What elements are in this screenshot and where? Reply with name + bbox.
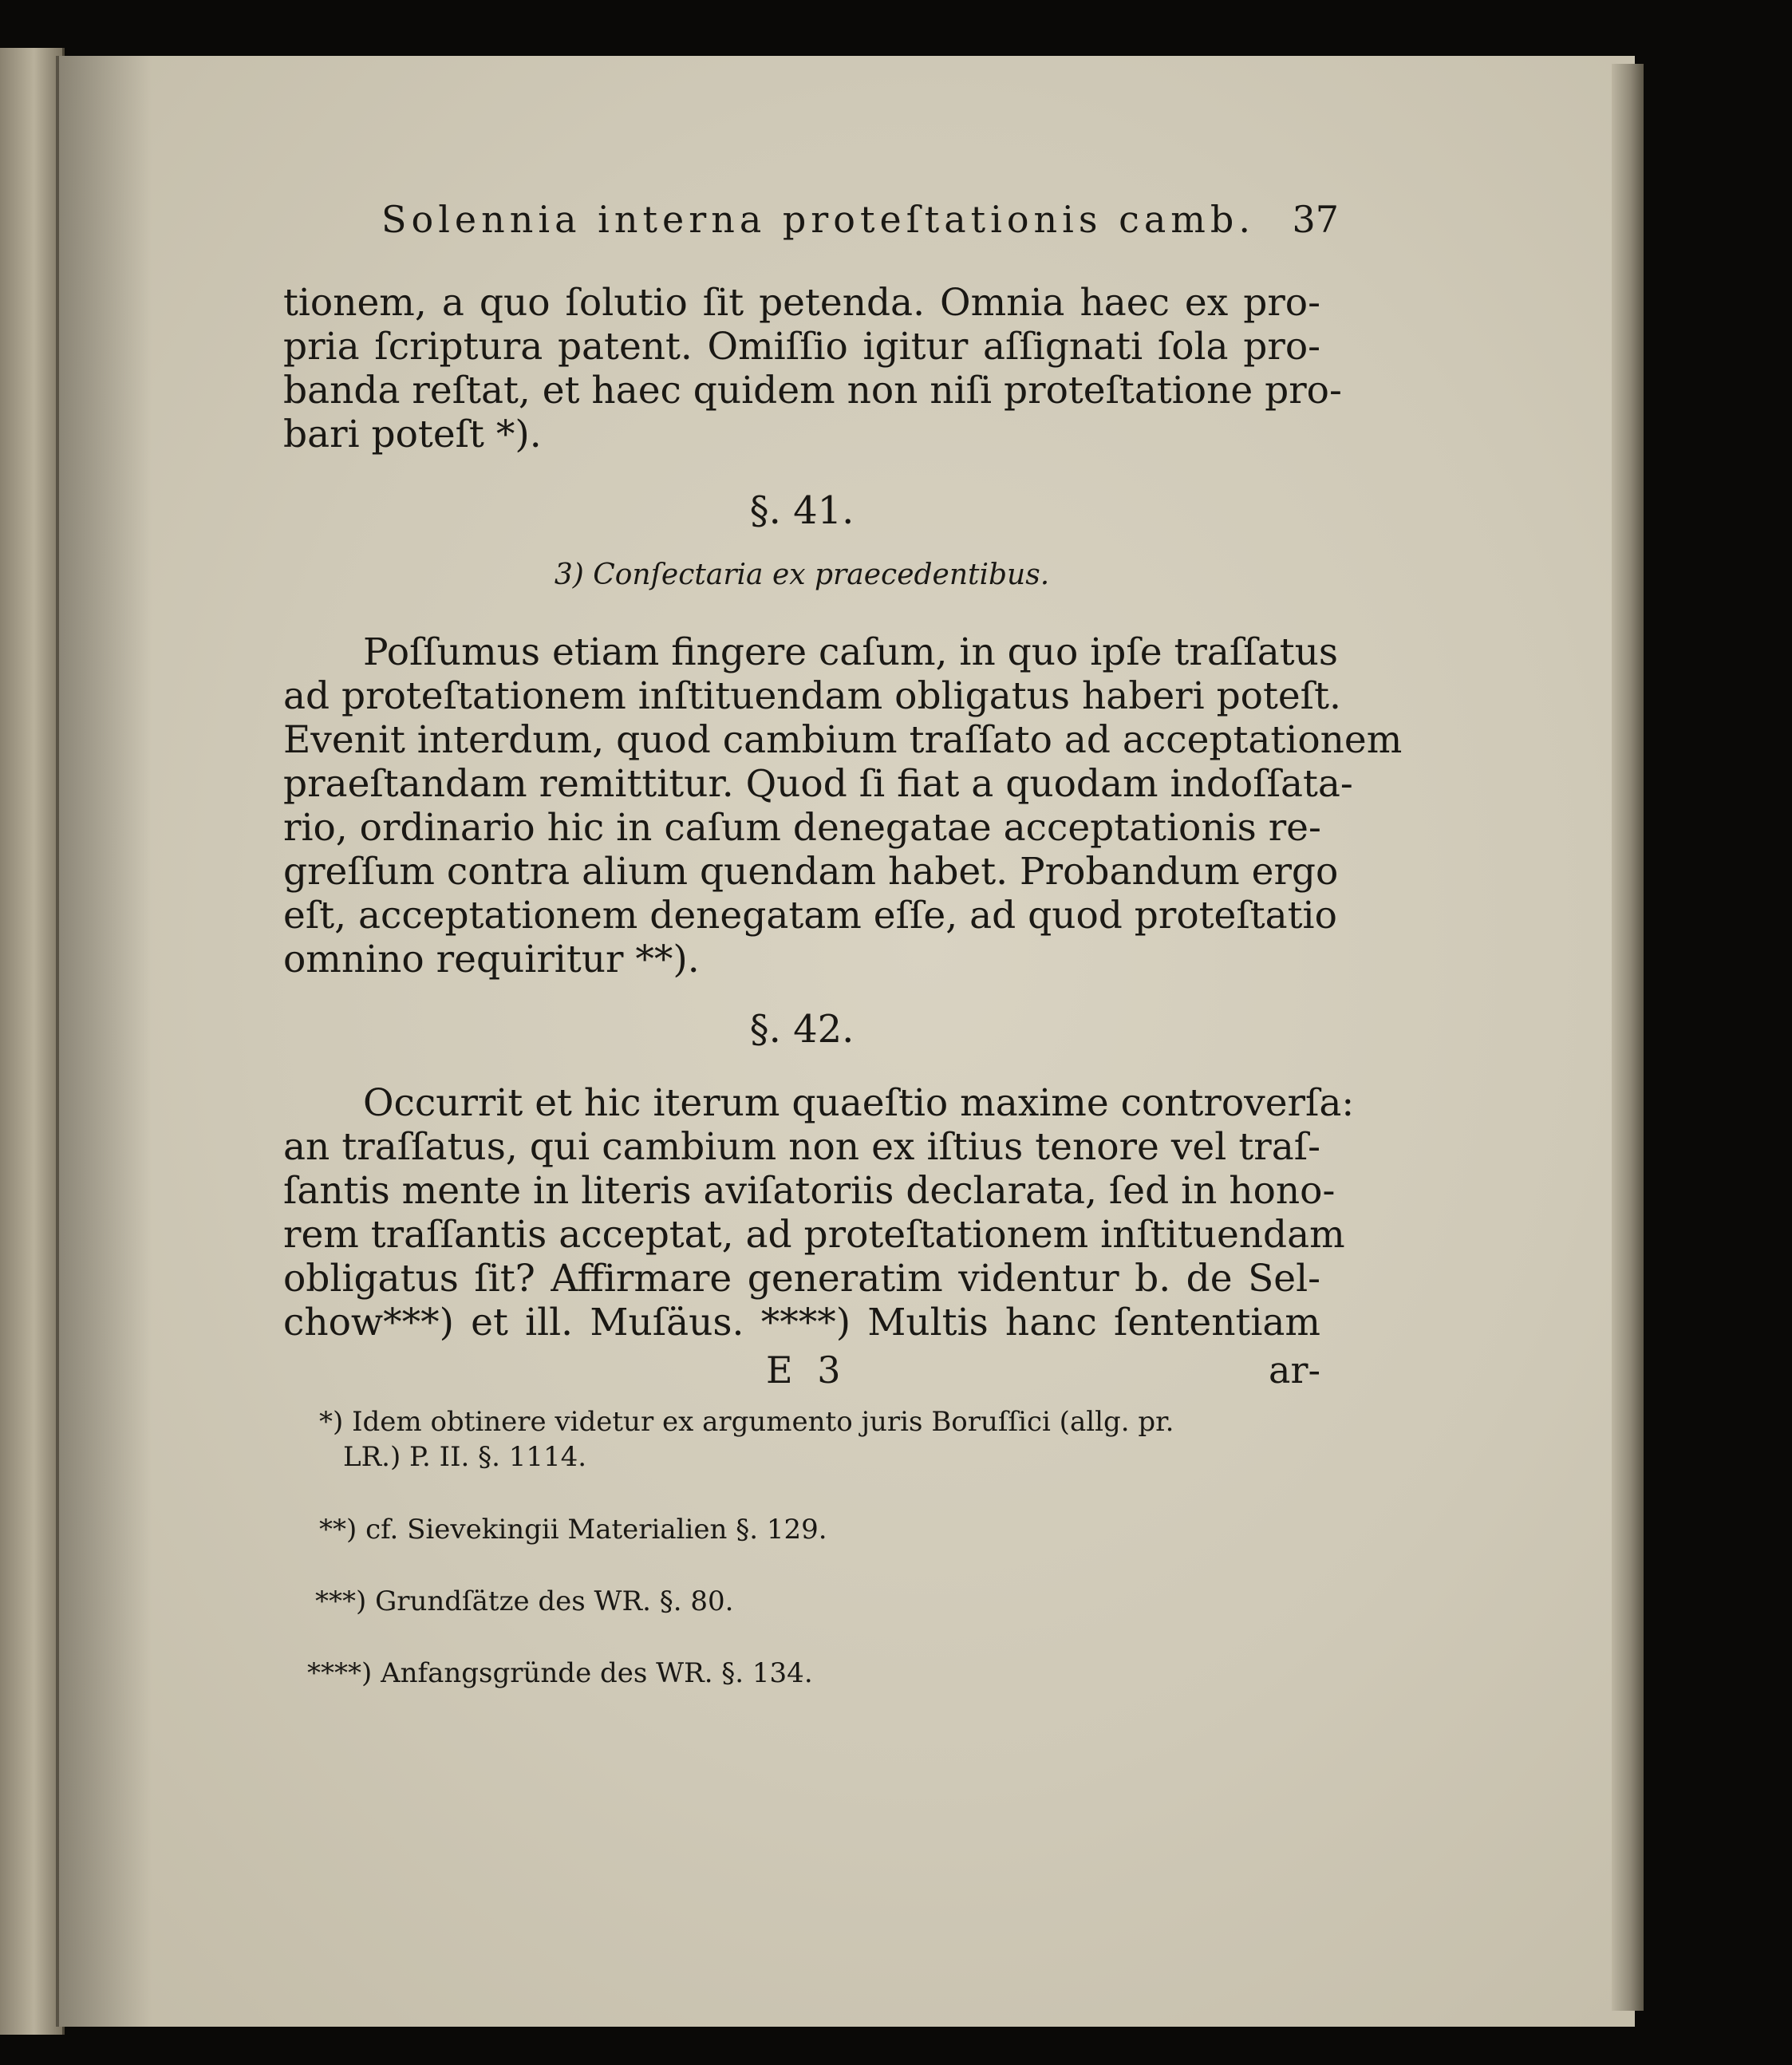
text-line: rem traſſantis acceptat, ad proteſtationem inſtituendam	[283, 1213, 1345, 1257]
footnote-mark: *)	[319, 1406, 344, 1438]
footnote-text: Grundſätze des WR. §. 80.	[375, 1585, 734, 1617]
running-title: Solennia interna proteſtationis camb.	[381, 198, 1255, 241]
text-line: praeſtandam remittitur. Quod ſi fiat a quodam indoſſata-	[283, 762, 1353, 806]
footnote-2	[319, 1512, 827, 1547]
footnote-text: cf. Sievekingii Materialien §. 129.	[365, 1514, 827, 1546]
text-line: chow***) et ill. Muſäus. ****) Multis hanc ſententiam	[283, 1301, 1320, 1344]
paragraph-1	[283, 281, 1342, 456]
text-line: tionem, a quo ſolutio ſit petenda. Omnia haec ex pro-	[283, 281, 1320, 325]
text-line: Occurrit et hic iterum quaeſtio maxime controverſa:	[363, 1081, 1355, 1125]
paragraph-3	[283, 1081, 1355, 1344]
text-line: banda reſtat, et haec quidem non niſi proteſtatione pro-	[283, 369, 1342, 413]
text-line: eſt, acceptationem denegatam eſſe, ad quod proteſtatio	[283, 894, 1337, 938]
footnote-3	[315, 1584, 733, 1619]
text-line: greſſum contra alium quendam habet. Probandum ergo	[283, 850, 1339, 894]
footnote-text: LR.) P. II. §. 1114.	[343, 1441, 587, 1473]
footnote-mark: ****)	[307, 1657, 373, 1689]
catchword: ar-	[1269, 1348, 1320, 1392]
paragraph-2	[283, 630, 1403, 981]
footnote-4	[307, 1656, 813, 1691]
text-line: pria ſcriptura patent. Omiſſio igitur aſſignati ſola pro-	[283, 325, 1320, 369]
text-line: ſantis mente in literis aviſatoriis declarata, ſed in hono-	[283, 1169, 1336, 1213]
footnote-text: Idem obtinere videtur ex argumento juris Boruſſici (allg. pr.	[352, 1406, 1174, 1438]
text-line: Evenit interdum, quod cambium traſſato ad acceptationem	[283, 718, 1403, 762]
text-line: omnino requiritur **).	[283, 938, 700, 981]
text-line: bari poteſt *).	[283, 413, 542, 456]
page-number: 37	[1292, 198, 1339, 241]
text-line: an traſſatus, qui cambium non ex iſtius tenore vel traſ-	[283, 1125, 1320, 1169]
section-41-heading: 3) Conſectaria ex praecedentibus.	[554, 559, 1050, 591]
footnote-text: Anfangsgründe des WR. §. 134.	[381, 1657, 813, 1689]
section-42-number: §. 42.	[749, 1007, 855, 1052]
text-line: ad proteſtationem inſtituendam obligatus haberi poteſt.	[283, 674, 1341, 718]
text-line: rio, ordinario hic in caſum denegatae acceptationis re-	[283, 806, 1321, 850]
text-line: Poſſumus etiam fingere caſum, in quo ipſe traſſatus	[363, 630, 1338, 674]
signature-mark: E 3	[766, 1348, 847, 1392]
footnote-1	[319, 1404, 1174, 1475]
footnote-mark: **)	[319, 1514, 357, 1546]
footnote-mark: ***)	[315, 1585, 367, 1617]
section-41-number: §. 41.	[749, 488, 855, 533]
text-line: obligatus ſit? Affirmare generatim videntur b. de Sel-	[283, 1257, 1320, 1301]
